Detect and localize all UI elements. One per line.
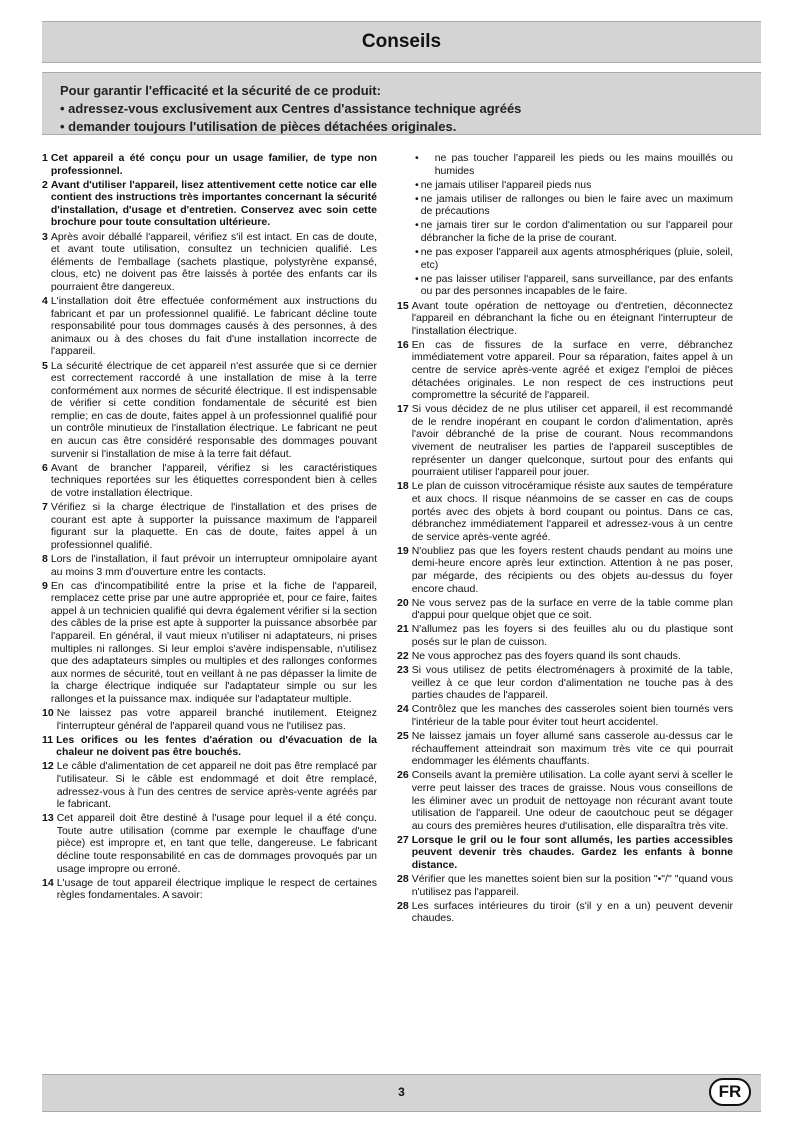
advice-item	[397, 545, 733, 595]
advice-text: Vérifiez si la charge électrique de l'installation et des prises de courant est apte à supporter la puissance maximum de l'appareil figurant sur la plaquette. En cas de doute, faites appel à un professionnel qualifié.	[50, 501, 377, 551]
advice-text: Avant de brancher l'appareil, vérifiez si les caractéristiques techniques reportées sur les étiquettes correspondent bien à celles de votre installation électrique.	[50, 461, 377, 499]
bullet-marker: •	[415, 246, 419, 259]
advice-number: 10	[42, 707, 54, 720]
advice-item	[42, 152, 377, 177]
advice-number: 6	[42, 461, 48, 474]
advice-text: Les surfaces intérieures du tiroir (s'il y en a un) peuvent devenir chaudes.	[411, 899, 733, 925]
advice-number: 1	[42, 152, 48, 164]
intro-line: • adressez-vous exclusivement aux Centres d'assistance technique agréés	[60, 101, 522, 116]
advice-item	[397, 300, 733, 338]
advice-item	[397, 403, 733, 479]
advice-text: Le plan de cuisson vitrocéramique résiste aux sautes de température et aux chocs. Il risque néanmoins de se casser en cas de coups portés avec des objets à bord coupant ou pointus. Dans ce cas, débranchez immédiatement l'appareil et adressez-vous à un centre de service après-vente agréé.	[411, 480, 733, 543]
advice-number: 26	[397, 769, 409, 782]
advice-number: 19	[397, 544, 409, 557]
advice-item	[42, 877, 377, 902]
advice-number: 23	[397, 664, 409, 677]
advice-number: 2	[42, 178, 48, 191]
bullet-marker: •	[415, 152, 419, 164]
advice-item	[397, 703, 733, 728]
advice-item	[397, 769, 733, 832]
advice-number: 28	[397, 899, 409, 912]
bullet-text: ne pas toucher l'appareil les pieds ou les mains mouillés ou humides	[434, 152, 733, 177]
advice-text: Contrôlez que les manches des casseroles soient bien tournés vers l'intérieur de la table pour éviter tout heurt accidentel.	[411, 703, 733, 729]
advice-text: Avant toute opération de nettoyage ou d'entretien, déconnectez l'appareil en débranchant la fiche ou en éteignant l'interrupteur de l'installation électrique.	[411, 299, 733, 337]
advice-item	[397, 664, 733, 702]
advice-number: 7	[42, 501, 48, 514]
advice-text: Cet appareil a été conçu pour un usage familier, de type non professionnel.	[50, 152, 377, 177]
footer	[42, 1074, 761, 1112]
advice-item	[42, 734, 377, 759]
advice-item	[42, 295, 377, 358]
advice-text: Lorsque le gril ou le four sont allumés, les parties accessibles peuvent devenir très chaudes. Gardez les enfants à bonne distance.	[411, 833, 733, 872]
advice-number: 21	[397, 623, 409, 636]
advice-text: Lors de l'installation, il faut prévoir un interrupteur omnipolaire ayant au moins 3 mm d'ouverture entre les contacts.	[50, 552, 377, 578]
advice-item	[42, 580, 377, 706]
advice-item	[397, 650, 733, 663]
advice-item	[397, 597, 733, 622]
bullet-item	[397, 179, 733, 192]
advice-number: 20	[397, 596, 409, 609]
advice-item	[42, 553, 377, 578]
advice-number: 22	[397, 650, 409, 663]
intro-line: • demander toujours l'utilisation de pièces détachées originales.	[60, 119, 457, 134]
advice-text: Conseils avant la première utilisation. La colle ayant servi à sceller le verre peut laisser des traces de graisse. Nous vous conseillons de les éliminer avec un produit de nettoyage non récurant avant toute utilisation de l'appareil. Une odeur de caoutchouc peut se dégager au cours des premières heures d'utilisation, elle disparaîtra très vite.	[411, 769, 733, 832]
advice-text: Après avoir déballé l'appareil, vérifiez s'il est intact. En cas de doute, et avant toute utilisation, consultez un technicien qualifié. Les éléments de l'emballage (sachets plastique, polystyrène expansé, clous, etc) ne doivent pas être laissés à portée des enfants car ils pourraient être dangereux.	[50, 230, 377, 293]
page-number: 3	[398, 1085, 405, 1099]
advice-text: Avant d'utiliser l'appareil, lisez attentivement cette notice car elle contient des instructions très importantes concernant la sécurité d'installation, d'usage et d'entretien. Conservez avec soin cette brochure pour toute consultation ultérieure.	[50, 178, 377, 229]
advice-text: N'oubliez pas que les foyers restent chauds pendant au moins une demi-heure encore après leur extinction. Attention à ne pas poser, par mégarde, des récipients ou des objets au-dessus du foyer encore chaud.	[411, 544, 733, 595]
advice-number: 13	[42, 812, 54, 825]
intro-box	[42, 72, 761, 135]
bullet-item	[397, 193, 733, 218]
advice-number: 18	[397, 480, 409, 493]
bullet-text: ne jamais utiliser de rallonges ou bien le faire avec un maximum de précautions	[420, 192, 733, 218]
bullet-text: ne pas exposer l'appareil aux agents atmosphériques (pluie, soleil, etc)	[420, 246, 733, 271]
advice-item	[42, 707, 377, 732]
advice-text: Si vous utilisez de petits électroménagers à proximité de la table, veillez à ce que leur cordon d'alimentation ne touche pas à des parties chaudes de l'appareil.	[411, 664, 733, 702]
right-column	[397, 152, 733, 927]
advice-number: 11	[42, 733, 54, 746]
language-badge: FR	[709, 1078, 751, 1106]
advice-text: Ne vous approchez pas des foyers quand ils sont chauds.	[411, 650, 681, 663]
bullet-item	[397, 152, 733, 177]
advice-text: Vérifier que les manettes soient bien sur la position "•"/" "quand vous n'utilisez pas l'appareil.	[411, 873, 733, 898]
advice-item	[42, 360, 377, 461]
advice-item	[397, 730, 733, 768]
advice-item	[42, 462, 377, 500]
advice-text: N'allumez pas les foyers si des feuilles alu ou du plastique sont posés sur le plan de cuisson.	[411, 623, 733, 648]
advice-text: Le câble d'alimentation de cet appareil ne doit pas être remplacé par l'utilisateur. Si le câble est endommagé et doit être remplacé, adressez-vous à l'un des centres de service après-vente agréés par le fabricant.	[56, 760, 377, 811]
advice-item	[397, 900, 733, 925]
intro-line: Pour garantir l'efficacité et la sécurité de ce produit:	[60, 83, 381, 98]
advice-text: Ne laissez pas votre appareil branché inutilement. Eteignez l'interrupteur général de l'appareil quand vous ne l'utilisez pas.	[56, 707, 377, 732]
bullet-marker: •	[415, 272, 419, 285]
advice-text: L'installation doit être effectuée conformément aux instructions du fabricant et par un professionnel qualifié. Le fabricant décline toute responsabilité pour tous dommages causés à des personnes, à des animaux ou à des choses du fait d'une installation incorrecte de l'appareil.	[50, 295, 377, 358]
bullet-text: ne pas laisser utiliser l'appareil, sans surveillance, par des enfants ou par des personnes incapables de le faire.	[420, 272, 733, 298]
advice-number: 17	[397, 403, 409, 416]
page-title: Conseils	[361, 31, 442, 52]
advice-item	[397, 834, 733, 872]
bullet-text: ne jamais tirer sur le cordon d'alimentation ou sur l'appareil pour débrancher la fiche de la prise de courant.	[420, 219, 733, 245]
advice-text: En cas de fissures de la surface en verre, débranchez immédiatement votre appareil. Pour sa réparation, faites appel à un centre de service après-vente agréé et exigez l'emploi de pièces détachées originales. Le non respect de ces instructions peut compromettre la sécurité de l'appareil.	[411, 338, 733, 402]
advice-number: 8	[42, 552, 48, 565]
advice-item	[42, 760, 377, 810]
advice-number: 16	[397, 338, 409, 351]
advice-item	[397, 873, 733, 898]
advice-number: 28	[397, 873, 409, 886]
advice-number: 27	[397, 833, 409, 846]
advice-number: 3	[42, 230, 48, 243]
advice-number: 24	[397, 703, 409, 716]
bullet-marker: •	[415, 219, 419, 232]
advice-text: Si vous décidez de ne plus utiliser cet appareil, il est recommandé de le rendre inopérant en coupant le cordon d'alimentation, après l'avoir débranché de la prise de courant. Nous recommandons vivement de neutraliser les parties de l'appareil susceptibles de représenter un danger quelconque, surtout pour des enfants qui pourraient utiliser l'appareil pour jouer.	[411, 403, 733, 479]
advice-item	[397, 480, 733, 543]
advice-number: 4	[42, 295, 48, 308]
advice-number: 5	[42, 359, 48, 372]
advice-text: En cas d'incompatibilité entre la prise et la fiche de l'appareil, remplacez cette prise par une autre appropriée et, pour ce faire, faites appel à un technicien qualifié qui devra également vérifier si la section des câbles de la prise est apte à supporter la puissance absorbée par l'appareil. En général, il vaut mieux n'utiliser ni adaptateurs, ni prises multiples ni rallonges. Si leur emploi s'avère indispensable, n'utilisez que des adaptateurs simples ou multiples et des rallonges conformes aux normes de sécurité, tout en veillant à ne pas dépasser la limite de la charge électrique indiquée sur l'adaptateur simple ou sur les rallonges et la puissance max. indiquée sur l'adaptateur multiple.	[50, 579, 377, 705]
advice-item	[397, 623, 733, 648]
advice-item	[42, 501, 377, 551]
advice-item	[42, 231, 377, 294]
advice-number: 15	[397, 299, 409, 312]
bullet-marker: •	[415, 178, 419, 191]
advice-item	[42, 812, 377, 875]
advice-number: 9	[42, 579, 48, 592]
left-column	[42, 152, 377, 903]
advice-number: 14	[42, 876, 54, 889]
advice-number: 12	[42, 760, 54, 773]
advice-text: Ne vous servez pas de la surface en verre de la table comme plan d'appui pour quelque objet que ce soit.	[411, 596, 733, 622]
advice-text: Cet appareil doit être destiné à l'usage pour lequel il a été conçu. Toute autre utilisation (comme par exemple le chauffage d'une pièce) est impropre et, en tant que telle, dangereuse. Le fabricant décline toute responsabilité en cas de dommages provoqués par un usage impropre ou erroné.	[56, 812, 377, 875]
bullet-item	[397, 219, 733, 244]
advice-item	[42, 179, 377, 229]
bullet-marker: •	[415, 192, 419, 205]
advice-text: Ne laissez jamais un foyer allumé sans casserole au-dessus car le réchauffement atteindrait son maximum très vite ce qui pourrait endommager les éléments chauffants.	[411, 730, 733, 768]
bullet-item	[397, 246, 733, 271]
bullet-item	[397, 273, 733, 298]
advice-item	[397, 339, 733, 402]
advice-number: 25	[397, 730, 409, 743]
advice-text: Les orifices ou les fentes d'aération ou d'évacuation de la chaleur ne doivent pas être bouchés.	[56, 733, 377, 759]
bullet-text: ne jamais utiliser l'appareil pieds nus	[420, 178, 592, 191]
title-bar	[42, 21, 761, 63]
advice-text: L'usage de tout appareil électrique implique le respect de certaines règles fondamentales. A savoir:	[56, 876, 377, 902]
advice-text: La sécurité électrique de cet appareil n'est assurée que si ce dernier est correctement raccordé à une installation de mise à la terre conformément aux normes de sécurité électrique. Il est indispensable de vérifier si cette condition fondamentale de sécurité est bien remplie; en cas de doute, faites appel à un professionnel qualifié pour un contrôle minutieux de l'installation électrique. Le fabricant ne peut en aucun cas être considéré responsable des dommages pouvant survenir si l'installation de mise à la terre fait défaut.	[50, 359, 377, 460]
